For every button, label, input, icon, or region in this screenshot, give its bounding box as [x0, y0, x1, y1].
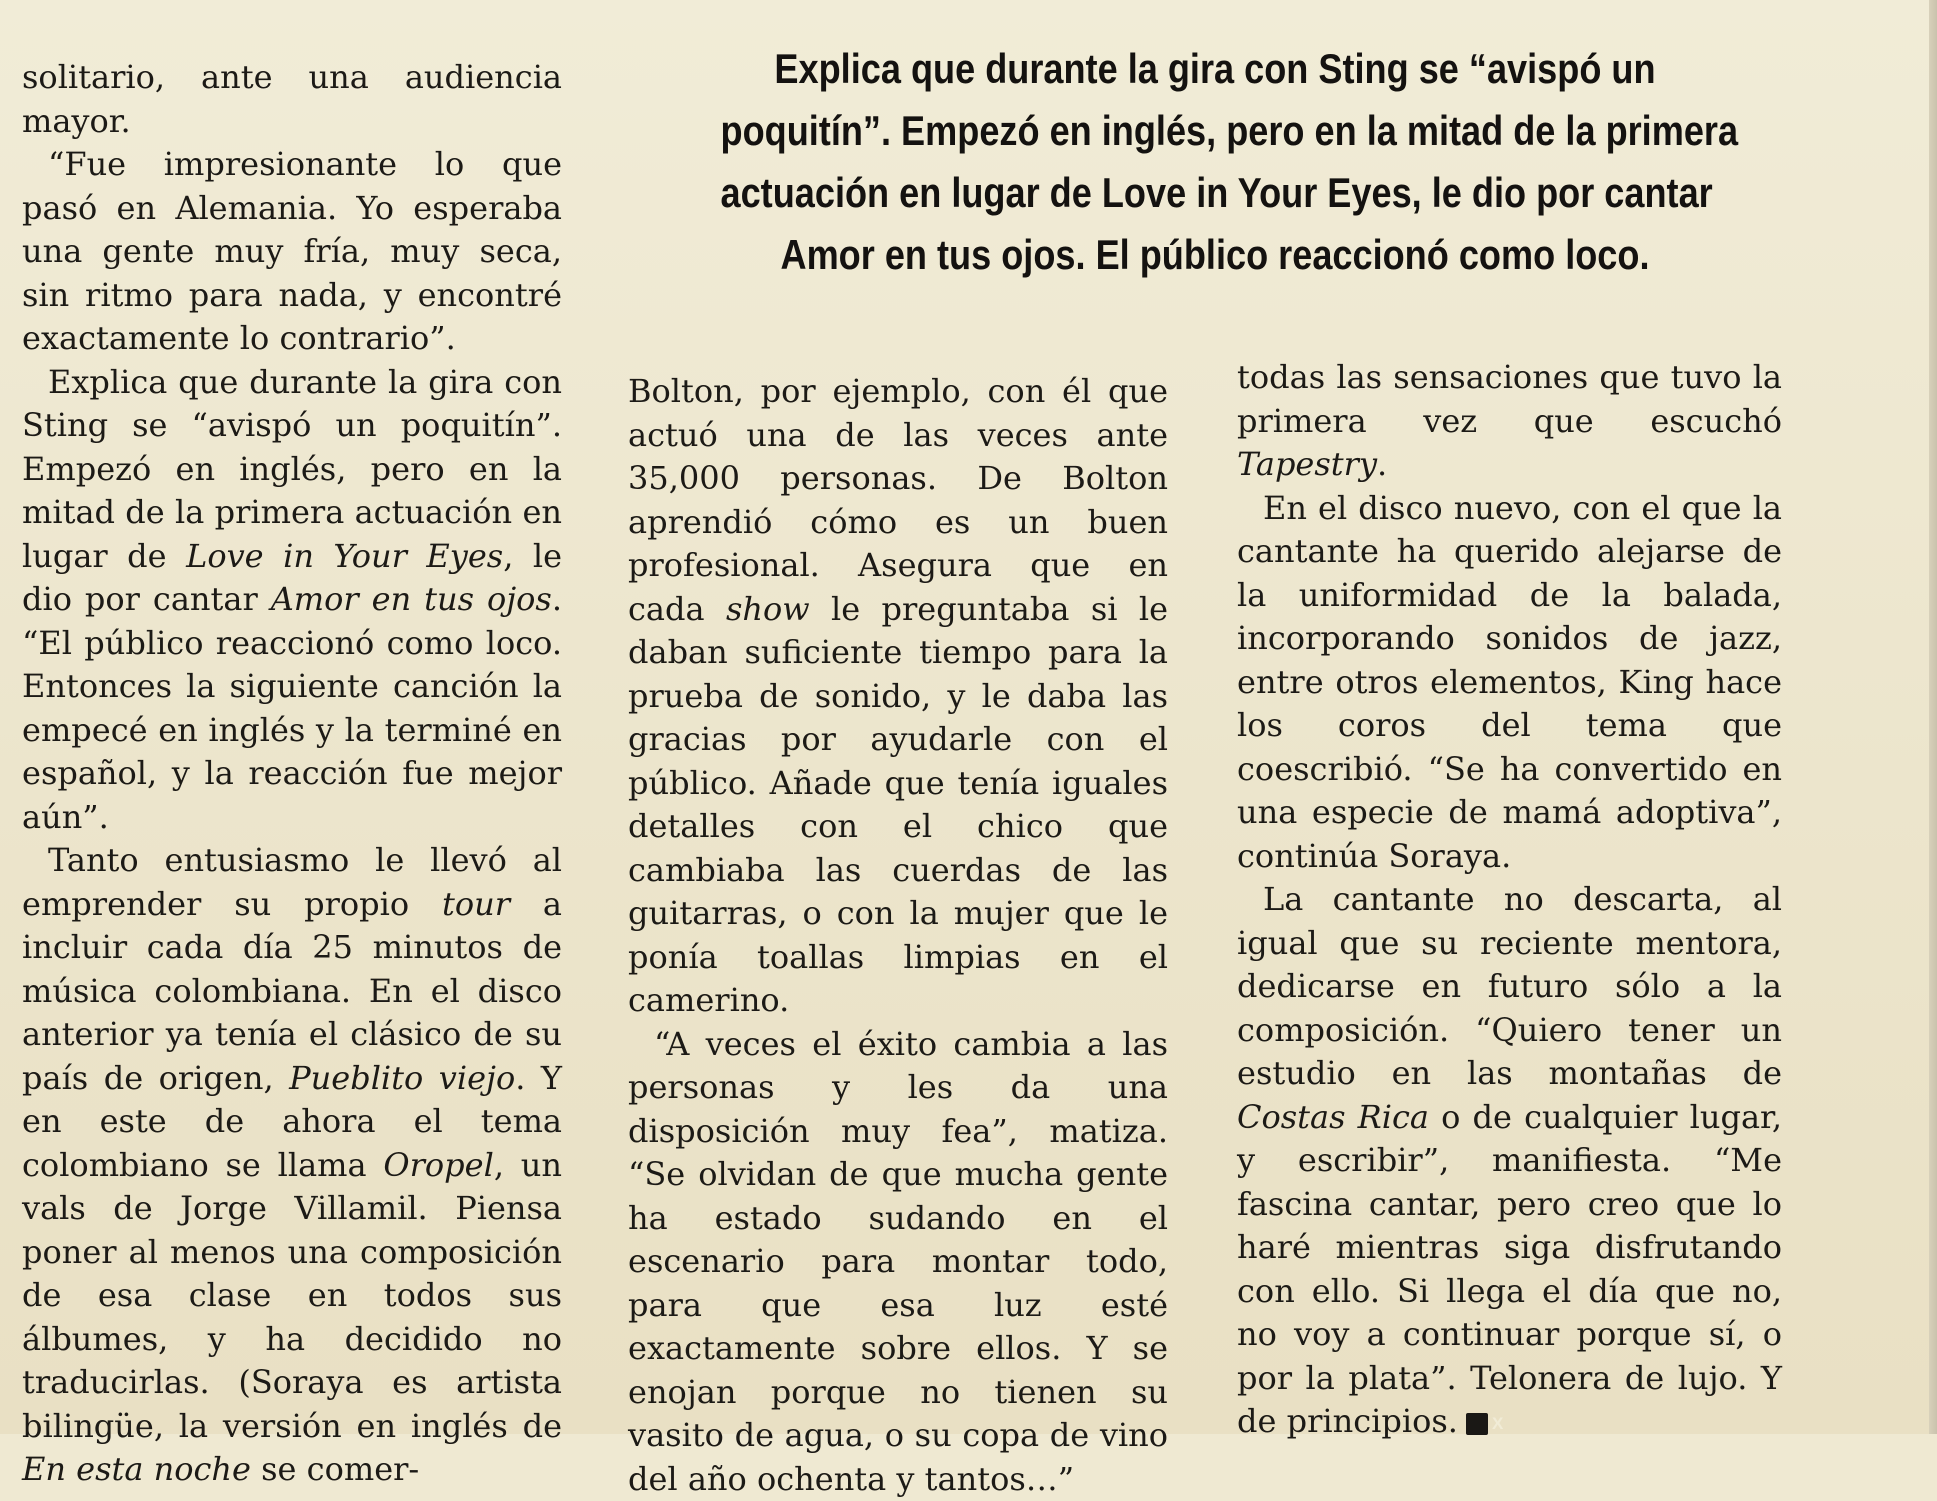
text-run: o de cualquier lugar, y escribir”, manifiesta. “Me fascina cantar, pero creo que lo haré mientras siga disfrutando con ello. Si llega el día que no, no voy a continuar porque sí, o por la plata”. Telonera de lujo. Y de principios. [1237, 1098, 1782, 1441]
song-title: En esta noche [22, 1450, 251, 1488]
paragraph: “Fue impresionante lo que pasó en Alemania. Yo esperaba una gente muy fría, muy seca, sin ritmo para nada, y encontré exactamente lo contrario”. [22, 143, 562, 361]
paragraph [1237, 878, 1782, 1444]
paragraph: En el disco nuevo, con el que la cantante ha querido alejarse de la uniformidad de la balada, incorporando sonidos de jazz, entre otros elementos, King hace los coros del tema que coescribió. “Se ha convertido en una especie de mamá adoptiva”, continúa Soraya. [1237, 487, 1782, 879]
article-column-1 [22, 56, 562, 1492]
text-run: . “El público reaccionó como loco. Entonces la siguiente canción la empecé en inglés y la terminé en español, y la reacción fue mejor aún”. [22, 580, 562, 836]
pull-quote-line: Amor en tus ojos. El público reaccionó como loco. [721, 224, 1710, 286]
song-title: Love in Your Eyes [186, 537, 503, 575]
italic-word: tour [442, 885, 510, 923]
text-run: todas las sensaciones que tuvo la primera vez que escuchó [1237, 358, 1782, 440]
text-run: se comer- [251, 1450, 419, 1488]
paragraph: “A veces el éxito cambia a las personas y les da una disposición muy fea”, matiza. “Se olvidan de que mucha gente ha estado sudando en el escenario para montar todo, para que esa luz esté exactamente sobre ellos. Y se enojan porque no tienen su vasito de agua, o su copa de vino del año ochenta y tantos…” [628, 1023, 1168, 1501]
text-run: , un vals de Jorge Villamil. Piensa poner al menos una composición de esa clase en todos sus álbumes, y ha decidido no traducirlas. (Soraya es artista bilingüe, la versión en inglés de [22, 1146, 562, 1445]
paragraph [628, 370, 1168, 1023]
pull-quote-line: actuación en lugar de Love in Your Eyes, le dio por cantar [721, 162, 1710, 224]
album-title: Tapestry [1237, 445, 1377, 483]
place-name: Costas Rica [1237, 1098, 1429, 1136]
paragraph [1237, 356, 1782, 487]
text-run: . Y en este de ahora el tema colombiano se llama [22, 1059, 562, 1184]
paragraph [22, 839, 562, 1492]
text-run: . [1377, 445, 1387, 483]
text-run: , le dio por cantar [22, 537, 562, 619]
text-run: Tanto entusiasmo le llevó al emprender su propio [22, 841, 562, 923]
song-title: Amor en tus ojos [271, 580, 552, 618]
article-column-3 [1237, 356, 1782, 1444]
article-column-2 [628, 370, 1168, 1501]
pull-quote-line: Explica que durante la gira con Sting se “avispó un [721, 38, 1710, 100]
text-run: Bolton, por ejemplo, con él que actuó una de las veces ante 35,000 personas. De Bolton aprendió cómo es un buen profesional. Asegura que en cada [628, 372, 1168, 628]
text-run: La cantante no descarta, al igual que su reciente mentora, dedicarse en futuro sólo a la composición. “Quiero tener un estudio en las montañas de [1237, 880, 1782, 1092]
paragraph: solitario, ante una audiencia mayor. [22, 56, 562, 143]
pull-quote-line: poquitín”. Empezó en inglés, pero en la mitad de la primera [721, 100, 1710, 162]
text-run: Explica que durante la gira con Sting se “avispó un poquitín”. Empezó en inglés, pero en la mitad de la primera actuación en lugar de [22, 363, 562, 575]
pull-quote [721, 38, 1710, 286]
italic-word: show [726, 590, 810, 628]
paragraph [22, 361, 562, 840]
song-title: Pueblito viejo [289, 1059, 515, 1097]
end-of-article-mark: X [1466, 1413, 1488, 1435]
page-edge [1929, 0, 1937, 1434]
song-title: Oropel [383, 1146, 493, 1184]
text-run: le preguntaba si le daban suficiente tiempo para la prueba de sonido, y le daba las gracias por ayudarle con el público. Añade que tenía iguales detalles con el chico que cambiaba las cuerdas de las guitarras, o con la mujer que le ponía toallas limpias en el camerino. [628, 590, 1168, 1020]
text-run: a incluir cada día 25 minutos de música colombiana. En el disco anterior ya tenía el clásico de su país de origen, [22, 885, 562, 1097]
